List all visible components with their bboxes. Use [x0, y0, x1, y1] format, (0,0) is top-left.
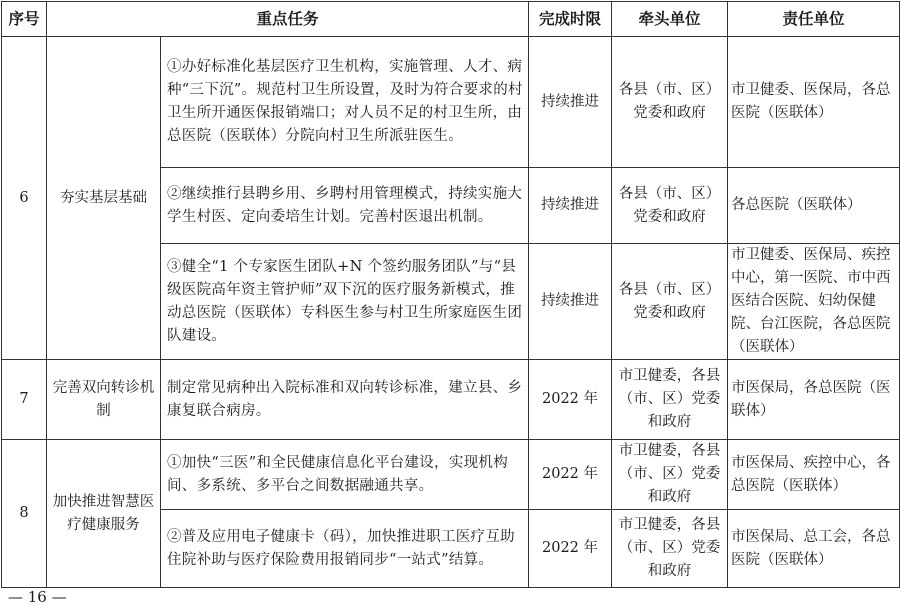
task-description: 制定常见病种出入院标准和双向转诊标准，建立县、乡康复联合病房。: [161, 360, 529, 440]
task-category: 夯实基层基础: [47, 37, 161, 360]
header-deadline: 完成时限: [529, 2, 612, 37]
row-number: 7: [2, 360, 47, 440]
page-number: — 16 —: [8, 588, 67, 606]
header-no: 序号: [2, 2, 47, 37]
deadline-cell: 持续推进: [529, 244, 612, 360]
task-description: ①加快“三医”和全民健康信息化平台建设，实现机构间、多系统、多平台之间数据融通共享。: [161, 440, 529, 510]
header-responsible: 责任单位: [728, 2, 900, 37]
lead-unit-cell: 市卫健委，各县（市、区）党委和政府: [612, 510, 728, 588]
task-category: 完善双向转诊机制: [47, 360, 161, 440]
responsible-unit-cell: 各总医院（医联体）: [728, 168, 900, 244]
responsible-unit-cell: 市卫健委、医保局、疾控中心，第一医院、市中西医结合医院、妇幼保健院、台江医院，各总医院（医联体）: [728, 244, 900, 360]
lead-unit-cell: 市卫健委，各县（市、区）党委和政府: [612, 360, 728, 440]
header-task: 重点任务: [47, 2, 529, 37]
lead-unit-cell: 各县（市、区）党委和政府: [612, 168, 728, 244]
lead-unit-cell: 市卫健委，各县（市、区）党委和政府: [612, 440, 728, 510]
lead-unit-cell: 各县（市、区）党委和政府: [612, 37, 728, 168]
table-row: [2, 360, 900, 440]
task-table: [1, 1, 900, 588]
deadline-cell: 持续推进: [529, 37, 612, 168]
responsible-unit-cell: 市医保局，各总医院（医联体）: [728, 360, 900, 440]
task-description: ③健全“1 个专家医生团队+N 个签约服务团队”与“县级医院高年资主管护师”双下沉的医疗服务新模式，推动总医院（医联体）专科医生参与村卫生所家庭医生团队建设。: [161, 244, 529, 360]
row-number: 6: [2, 37, 47, 360]
responsible-unit-cell: 市医保局、总工会，各总医院（医联体）: [728, 510, 900, 588]
lead-unit-cell: 各县（市、区）党委和政府: [612, 244, 728, 360]
task-category: 加快推进智慧医疗健康服务: [47, 440, 161, 588]
deadline-cell: 持续推进: [529, 168, 612, 244]
header-row: [2, 2, 900, 37]
table-row: [2, 440, 900, 510]
header-lead: 牵头单位: [612, 2, 728, 37]
table-row: [2, 37, 900, 168]
deadline-cell: 2022 年: [529, 510, 612, 588]
row-number: 8: [2, 440, 47, 588]
task-description: ①办好标准化基层医疗卫生机构，实施管理、人才、病种“三下沉”。规范村卫生所设置，及时为符合要求的村卫生所开通医保报销端口；对人员不足的村卫生所，由总医院（医联体）分院向村卫生所派驻医生。: [161, 37, 529, 168]
deadline-cell: 2022 年: [529, 440, 612, 510]
task-description: ②普及应用电子健康卡（码），加快推进职工医疗互助住院补助与医疗保险费用报销同步“一站式”结算。: [161, 510, 529, 588]
responsible-unit-cell: 市医保局、疾控中心，各总医院（医联体）: [728, 440, 900, 510]
task-description: ②继续推行县聘乡用、乡聘村用管理模式，持续实施大学生村医、定向委培生计划。完善村医退出机制。: [161, 168, 529, 244]
responsible-unit-cell: 市卫健委、医保局，各总医院（医联体）: [728, 37, 900, 168]
deadline-cell: 2022 年: [529, 360, 612, 440]
